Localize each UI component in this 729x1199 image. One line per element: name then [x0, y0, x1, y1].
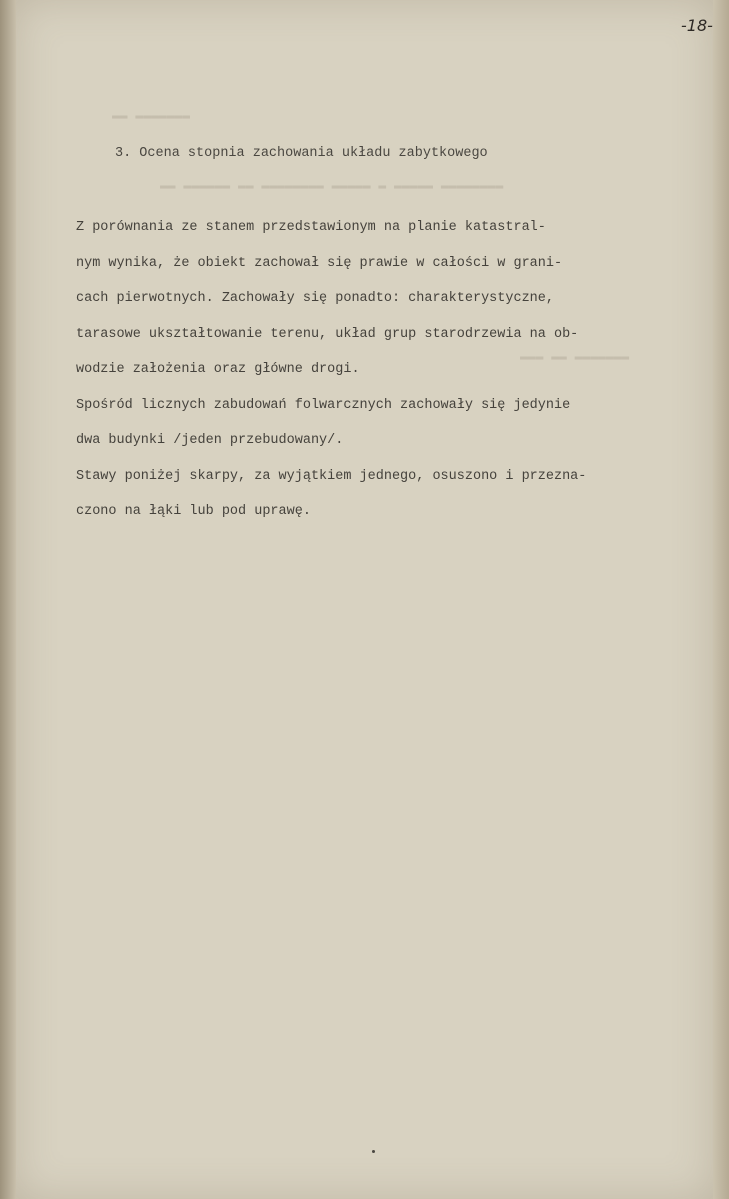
- page-edge: [713, 0, 729, 1199]
- paragraph-line: wodzie założenia oraz główne drogi.: [76, 362, 360, 377]
- paragraph-line: Z porównania ze stanem przedstawionym na planie katastral-: [76, 220, 546, 235]
- bleed-through-text: ▬▬ ▬▬▬▬▬▬▬: [112, 108, 191, 123]
- paragraph-line: Spośród licznych zabudowań folwarcznych zachowały się jedynie: [76, 397, 571, 413]
- paper-speck: [372, 1150, 375, 1153]
- paragraph-line: tarasowe ukształtowanie terenu, układ grup starodrzewia na ob-: [76, 326, 579, 342]
- bleed-through-text: ▬▬▬ ▬▬ ▬▬▬▬▬▬▬: [520, 349, 630, 364]
- section-heading: 3. Ocena stopnia zachowania układu zabytkowego: [115, 146, 488, 161]
- paragraph-line: dwa budynki /jeden przebudowany/.: [76, 433, 344, 448]
- binding-strip: [0, 0, 16, 1199]
- paragraph-line: Stawy poniżej skarpy, za wyjątkiem jednego, osuszono i przezna-: [76, 468, 587, 484]
- page-number: -18-: [681, 16, 713, 35]
- paragraph-line: czono na łąki lub pod uprawę.: [76, 504, 311, 519]
- paragraph-line: nym wynika, że obiekt zachował się prawie w całości w grani-: [76, 255, 563, 271]
- body-text: [76, 210, 696, 530]
- paragraph-line: cach pierwotnych. Zachowały się ponadto: charakterystyczne,: [76, 291, 554, 306]
- bleed-through-text: ▬▬ ▬▬▬▬▬▬ ▬▬ ▬▬▬▬▬▬▬▬ ▬▬▬▬▬ ▬ ▬▬▬▬▬ ▬▬▬▬▬▬▬▬: [160, 178, 504, 193]
